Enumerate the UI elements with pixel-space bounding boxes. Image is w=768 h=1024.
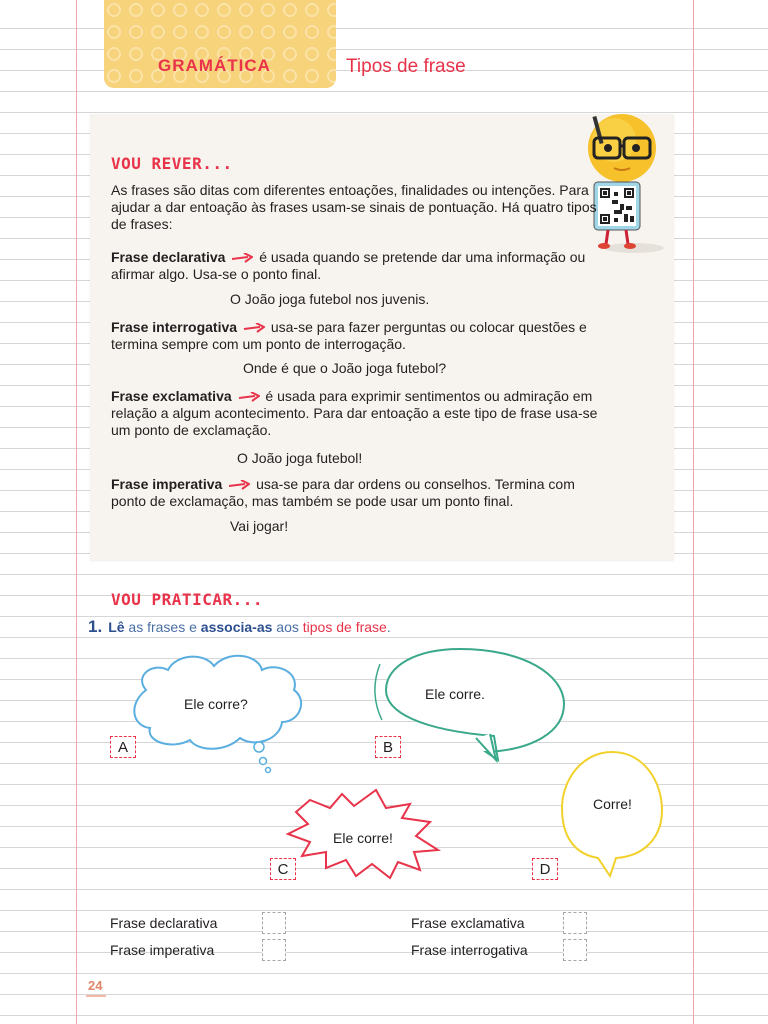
answer-input[interactable] xyxy=(563,939,587,961)
speech-bubble-b-tail xyxy=(476,734,496,760)
type-term: Frase imperativa xyxy=(111,476,223,492)
answer-label: Frase imperativa xyxy=(110,942,215,958)
review-heading: VOU REVER... xyxy=(111,154,233,173)
instruction-verb: associa-as xyxy=(200,619,273,635)
speech-bubble-d xyxy=(562,752,662,876)
bubble-text: Ele corre. xyxy=(425,686,485,702)
answer-input[interactable] xyxy=(262,912,286,934)
exercise-number: 1. xyxy=(88,617,103,636)
thought-dot xyxy=(260,758,267,765)
answer-label: Frase exclamativa xyxy=(411,915,525,931)
bubble-text: Ele corre! xyxy=(333,830,393,846)
bubble-text: Corre! xyxy=(593,796,632,812)
speech-bubble-b-stroke xyxy=(375,664,382,720)
review-intro: As frases são ditas com diferentes entoações, finalidades ou intenções. Para ajudar a dar entoação às frases usam-se sinais de pontuação. Há quatro tipos de frases: xyxy=(111,182,597,232)
speech-bubble-b xyxy=(386,649,564,760)
type-description: usa-se para fazer perguntas ou colocar questões e termina sempre com um ponto de interrogação. xyxy=(111,319,587,352)
instruction-text: aos xyxy=(272,619,303,635)
bubble-letter: A xyxy=(110,736,136,758)
type-term: Frase exclamativa xyxy=(111,388,232,404)
type-example: Onde é que o João joga futebol? xyxy=(243,360,447,376)
bubble-letter: B xyxy=(375,736,401,758)
bubble-text: Ele corre? xyxy=(184,696,248,712)
instruction-text: . xyxy=(386,619,391,635)
answer-input[interactable] xyxy=(262,939,286,961)
bubble-letter: C xyxy=(270,858,296,880)
page-number: 24 xyxy=(86,978,106,997)
type-example: O João joga futebol nos juvenis. xyxy=(230,291,430,307)
instruction-highlight: tipos de frase xyxy=(302,619,387,635)
type-term: Frase declarativa xyxy=(111,249,226,265)
answer-label: Frase declarativa xyxy=(110,915,218,931)
answer-input[interactable] xyxy=(563,912,587,934)
type-description: usa-se para dar ordens ou conselhos. Termina com ponto de exclamação, mas também se pode usar um ponto final. xyxy=(111,476,575,509)
practice-heading: VOU PRATICAR... xyxy=(111,590,263,609)
type-description: é usada para exprimir sentimentos ou admiração em relação a algum acontecimento. Para dar entoação a este tipo de frase usa-se um ponto de exclamação. xyxy=(111,388,598,438)
answer-label: Frase interrogativa xyxy=(411,942,528,958)
bubble-letter: D xyxy=(532,858,558,880)
type-description: é usada quando se pretende dar uma informação ou afirmar algo. Usa-se o ponto final. xyxy=(111,249,586,282)
type-example: O João joga futebol! xyxy=(237,450,363,466)
type-term: Frase interrogativa xyxy=(111,319,238,335)
thought-dot xyxy=(254,742,264,752)
page-title: Tipos de frase xyxy=(346,56,466,77)
thought-dot xyxy=(266,768,271,773)
section-label: GRAMÁTICA xyxy=(158,56,271,75)
instruction-verb: Lê xyxy=(108,619,125,635)
instruction-text: as frases e xyxy=(124,619,201,635)
type-example: Vai jogar! xyxy=(230,518,289,534)
